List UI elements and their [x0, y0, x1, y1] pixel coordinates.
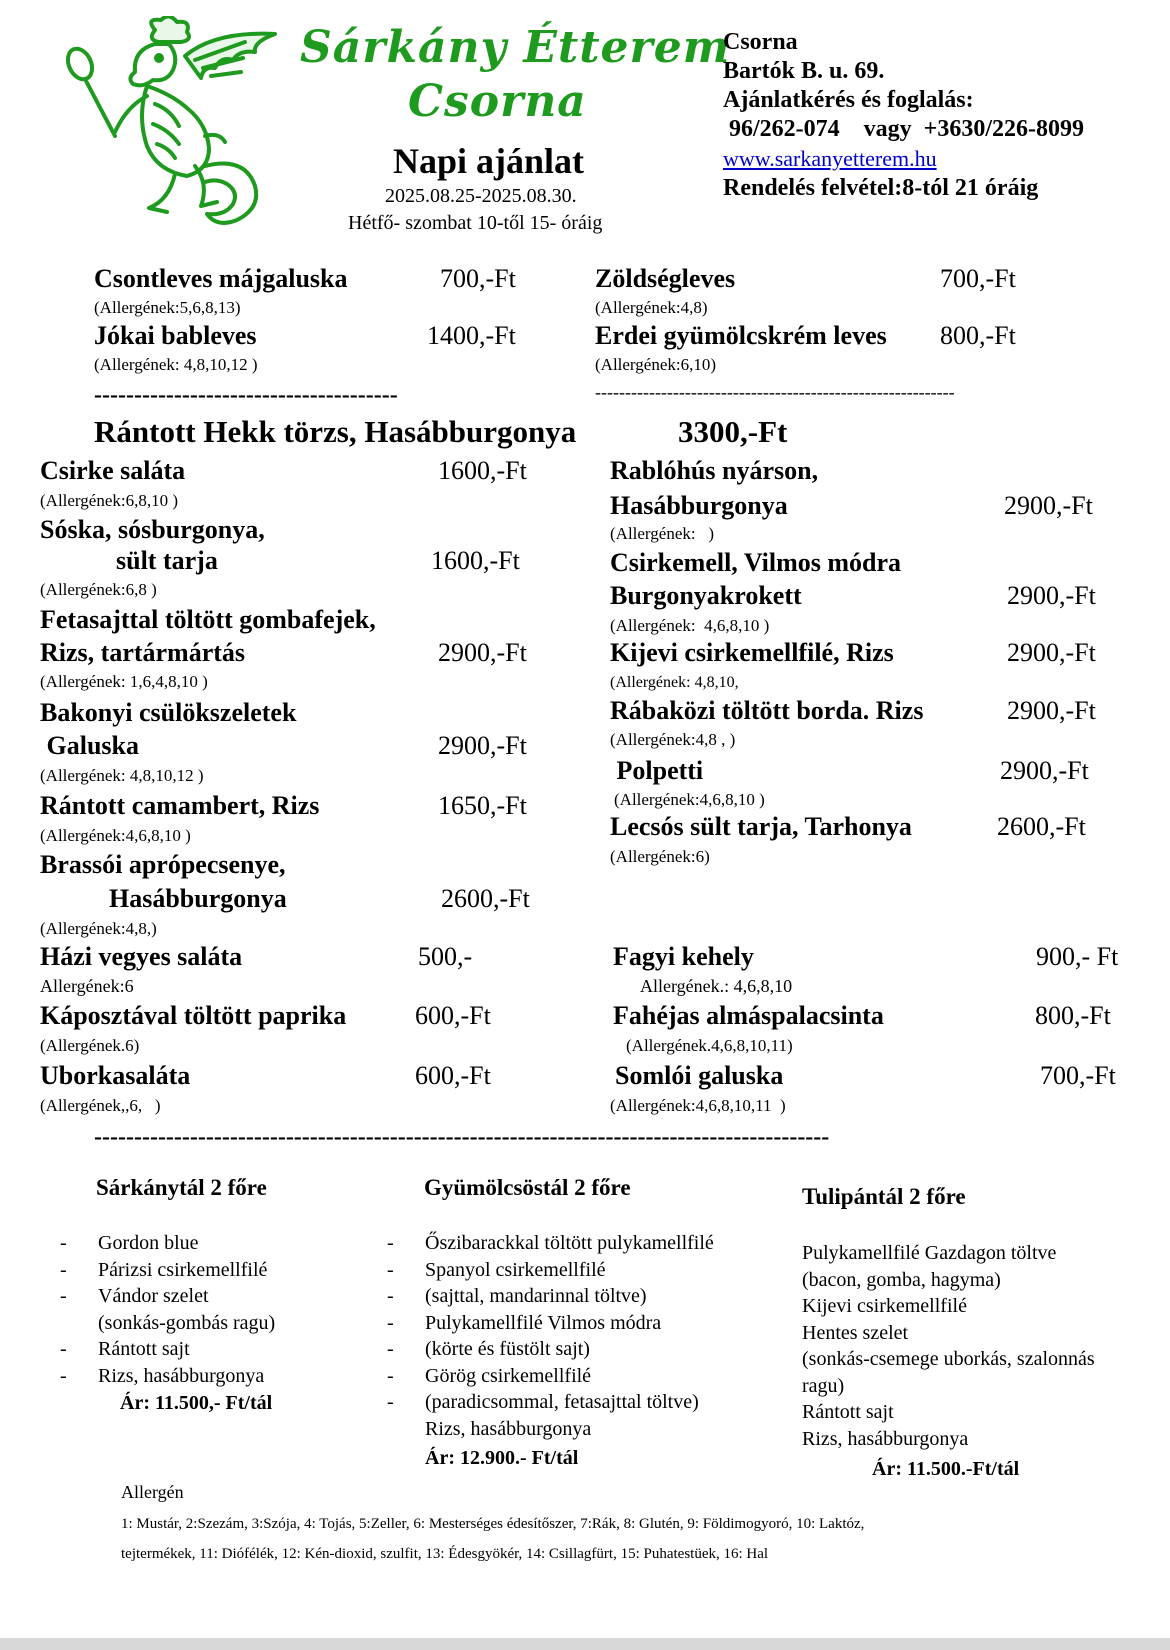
main-dish-price: 2900,-Ft: [1007, 638, 1096, 667]
main-dish-name: sült tarja: [116, 546, 218, 575]
dessert-name: Fagyi kehely: [613, 942, 754, 971]
list-item: - Vándor szelet: [60, 1285, 209, 1307]
platter-item-list: [387, 1230, 714, 1442]
main-dish-allergens: (Allergének:4,6,8,10 ): [614, 790, 765, 809]
platter-price: Ár: 12.900.- Ft/tál: [425, 1447, 579, 1469]
soup-name: Zöldségleves: [595, 264, 736, 293]
soup-price: 800,-Ft: [940, 321, 1016, 350]
list-item: - (sajttal, mandarinnal töltve): [387, 1285, 647, 1307]
soup-allergens: (Allergének: 4,8,10,12 ): [94, 355, 258, 374]
side-dish-allergens: Allergének:6: [40, 976, 134, 996]
main-dish-allergens: (Allergének:4,8 , ): [610, 730, 736, 749]
dessert-allergens: (Allergének:4,6,8,10,11 ): [610, 1096, 786, 1115]
featured-dish-price: 3300,-Ft: [678, 414, 788, 449]
platter-price: Ár: 11.500.-Ft/tál: [872, 1458, 1020, 1480]
soup-price: 700,-Ft: [940, 264, 1016, 293]
featured-dish-name: Rántott Hekk törzs, Hasábburgonya: [94, 414, 577, 449]
main-dish-price: 1600,-Ft: [431, 546, 520, 575]
soup-allergens: (Allergének:6,10): [595, 355, 717, 374]
side-dish-price: 500,-: [418, 942, 473, 971]
main-dish-price: 2900,-Ft: [438, 731, 527, 760]
allergen-legend-title: Allergén: [121, 1482, 184, 1502]
platter-item-list: [802, 1240, 1095, 1452]
main-dish-price: 2900,-Ft: [438, 638, 527, 667]
list-item: Kijevi csirkemellfilé: [802, 1295, 967, 1317]
side-dish-price: 600,-Ft: [415, 1001, 491, 1030]
list-item: - Párizsi csirkemellfilé: [60, 1258, 268, 1281]
main-dish-name: Rábaközi töltött borda. Rizs: [610, 696, 924, 725]
soup-name: Erdei gyümölcskrém leves: [595, 321, 887, 350]
main-dish-name: Burgonyakrokett: [610, 581, 802, 610]
platter-title: Sárkánytál 2 főre: [96, 1175, 267, 1200]
main-dish-allergens: (Allergének:6,8 ): [40, 580, 157, 599]
main-dish-name: Hasábburgonya: [109, 884, 287, 913]
offer-title: Napi ajánlat: [393, 141, 585, 181]
list-item: - Őszibarackkal töltött pulykamellfilé: [387, 1232, 714, 1254]
platter-item-list: [60, 1230, 275, 1389]
list-item: Rizs, hasábburgonya: [425, 1417, 592, 1440]
list-item: - Görög csirkemellfilé: [387, 1364, 592, 1387]
opening-hours: Hétfő- szombat 10-től 15- óráig: [348, 212, 603, 234]
order-hours: Rendelés felvétel:8-tól 21 óráig: [723, 175, 1039, 201]
list-item: - Pulykamellfilé Vilmos módra: [387, 1311, 662, 1334]
main-dish-allergens: (Allergének:6,8,10 ): [40, 491, 179, 510]
soup-separator-right: ------------------------------------------------------------: [595, 382, 955, 402]
list-item: Pulykamellfilé Gazdagon töltve: [802, 1242, 1057, 1264]
main-dish-allergens: (Allergének: 4,6,8,10 ): [610, 616, 770, 635]
list-item: (bacon, gomba, hagyma): [802, 1268, 1001, 1291]
restaurant-city-title: Csorna: [408, 76, 587, 127]
main-dish-name: Csirke saláta: [40, 456, 186, 485]
main-dish-price: 2900,-Ft: [1007, 581, 1096, 610]
main-dish-allergens: (Allergének: 4,8,10,12 ): [40, 766, 204, 785]
main-dish-name: Sóska, sósburgonya,: [40, 515, 265, 544]
dessert-price: 700,-Ft: [1040, 1061, 1116, 1090]
platter-price: Ár: 11.500,- Ft/tál: [120, 1392, 273, 1414]
contact-block: [723, 28, 1084, 203]
main-dish-price: 2900,-Ft: [1007, 696, 1096, 725]
list-item: Hentes szelet: [802, 1321, 909, 1344]
main-dish-name: Fetasajttal töltött gombafejek,: [40, 605, 376, 634]
soup-price: 700,-Ft: [440, 264, 516, 293]
main-dish-name: Bakonyi csülökszeletek: [40, 698, 297, 727]
website-link[interactable]: www.sarkanyetterem.hu: [723, 146, 937, 171]
platter-title: Tulipántál 2 főre: [802, 1184, 966, 1209]
soup-name: Jókai bableves: [94, 321, 257, 350]
main-dish-name: Hasábburgonya: [610, 491, 788, 520]
list-item: (sonkás-csemege uborkás, szalonnás: [802, 1348, 1095, 1370]
soup-price: 1400,-Ft: [427, 321, 516, 350]
side-dish-name: Házi vegyes saláta: [40, 942, 243, 971]
dessert-name: Somlói galuska: [615, 1061, 784, 1090]
side-dish-allergens: (Allergének.6): [40, 1036, 140, 1055]
list-item: - Rántott sajt: [60, 1338, 190, 1360]
main-dish-price: 2600,-Ft: [441, 884, 530, 913]
main-dish-name: Brassói aprópecsenye,: [40, 850, 286, 879]
booking-label: Ajánlatkérés és foglalás:: [723, 87, 974, 113]
list-item: - Gordon blue: [60, 1232, 199, 1254]
page-bottom-edge: [0, 1638, 1170, 1650]
list-item: Rizs, hasábburgonya: [802, 1427, 969, 1450]
allergen-legend-line: tejtermékek, 11: Diófélék, 12: Kén-dioxid, szulfit, 13: Édesgyökér, 14: Csillagfürt, 15: Puhatestüek, 16: Hal: [121, 1546, 769, 1562]
dessert-allergens: Allergének.: 4,6,8,10: [640, 976, 793, 996]
list-item: - (körte és füstölt sajt): [387, 1338, 590, 1360]
soup-allergens: (Allergének:5,6,8,13): [94, 298, 241, 317]
main-dish-name: Csirkemell, Vilmos módra: [610, 548, 902, 577]
allergen-legend-line: 1: Mustár, 2:Szezám, 3:Szója, 4: Tojás, 5:Zeller, 6: Mesterséges édesítőszer, 7:Rák, 8: Glutén, 9: Földimogyoró, 10: Laktóz,: [121, 1516, 865, 1532]
main-dish-allergens: (Allergének:4,8,): [40, 919, 157, 938]
main-dish-name: Rántott camambert, Rizs: [40, 791, 320, 820]
main-dish-price: 2600,-Ft: [997, 812, 1086, 841]
soup-name: Csontleves májgaluska: [94, 264, 348, 293]
list-item: - Spanyol csirkemellfilé: [387, 1258, 606, 1281]
list-item: - Rizs, hasábburgonya: [60, 1364, 265, 1387]
dragon-logo-icon: [55, 16, 285, 236]
main-dish-allergens: (Allergének: ): [610, 524, 715, 543]
main-dish-allergens: (Allergének: 1,6,4,8,10 ): [40, 672, 208, 691]
main-dish-name: Galuska: [40, 731, 139, 760]
list-item: (sonkás-gombás ragu): [98, 1311, 276, 1334]
platter-title: Gyümölcsöstál 2 főre: [424, 1175, 631, 1200]
dessert-price: 800,-Ft: [1035, 1001, 1111, 1030]
soup-allergens: (Allergének:4,8): [595, 298, 708, 317]
side-dish-name: Uborkasaláta: [40, 1061, 191, 1090]
main-dish-allergens: (Allergének:6): [610, 847, 710, 866]
main-dish-price: 2900,-Ft: [1000, 756, 1089, 785]
date-range: 2025.08.25-2025.08.30.: [385, 185, 577, 207]
main-dish-price: 1600,-Ft: [438, 456, 527, 485]
main-dish-price: 1650,-Ft: [438, 791, 527, 820]
list-item: - (paradicsommal, fetasajttal töltve): [387, 1391, 699, 1413]
main-dish-name: Rablóhús nyárson,: [610, 456, 819, 485]
restaurant-name: Sárkány Étterem: [300, 22, 731, 73]
phone-numbers: 96/262-074 vagy +3630/226-8099: [723, 116, 1084, 142]
dessert-name: Fahéjas almáspalacsinta: [613, 1001, 884, 1030]
list-item: ragu): [802, 1374, 845, 1397]
dessert-allergens: (Allergének.4,6,8,10,11): [626, 1036, 793, 1055]
list-item: Rántott sajt: [802, 1401, 894, 1423]
soup-separator-left: --------------------------------------: [94, 382, 398, 408]
section-separator: --------------------------------------------------------------------------------------------: [94, 1124, 830, 1150]
main-dish-price: 2900,-Ft: [1004, 491, 1093, 520]
main-dish-name: Kijevi csirkemellfilé, Rizs: [610, 638, 894, 667]
main-dish-allergens: (Allergének:4,6,8,10 ): [40, 826, 191, 845]
contact-city: Csorna: [723, 29, 798, 55]
main-dish-name: Lecsós sült tarja, Tarhonya: [610, 812, 912, 841]
main-dish-name: Polpetti: [610, 756, 704, 785]
side-dish-price: 600,-Ft: [415, 1061, 491, 1090]
main-dish-allergens: (Allergének: 4,8,10,: [610, 674, 739, 691]
dessert-price: 900,- Ft: [1036, 942, 1119, 971]
side-dish-name: Káposztával töltött paprika: [40, 1001, 347, 1030]
side-dish-allergens: (Allergének,,6, ): [40, 1096, 161, 1115]
contact-address: Bartók B. u. 69.: [723, 58, 885, 84]
main-dish-name: Rizs, tartármártás: [40, 638, 246, 667]
